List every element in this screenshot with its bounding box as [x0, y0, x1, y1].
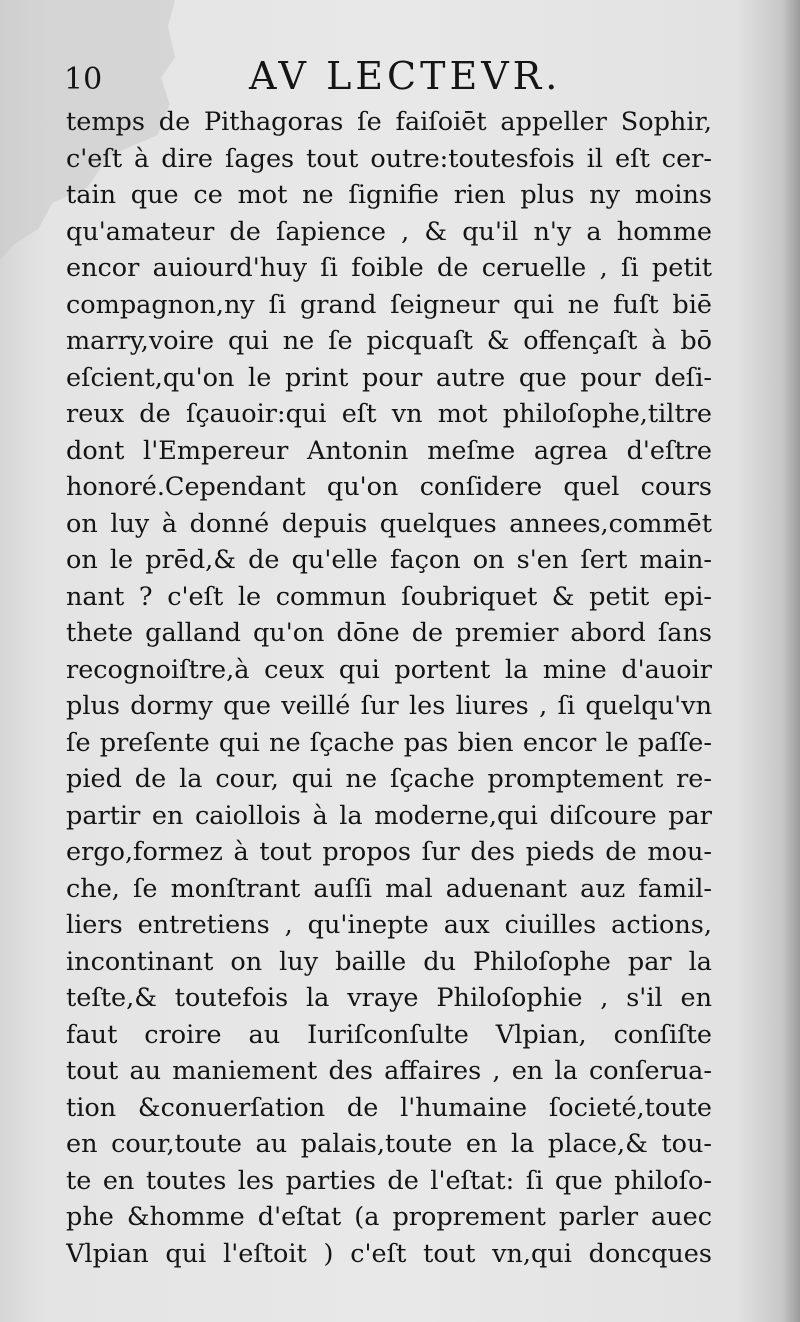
text-line: nant ? c'eſt le commun ſoubriquet & petit epi- — [66, 581, 712, 612]
text-line: eſcient,qu'on le print pour autre que pour deſi- — [66, 362, 712, 393]
text-line: honoré.Cependant qu'on conſidere quel cours — [66, 472, 712, 502]
text-line: che, ſe monſtrant auſſi mal aduenant auz famil- — [66, 873, 712, 904]
page-header — [64, 52, 724, 102]
text-line: liers entretiens , qu'inepte aux ciuilles actions, — [66, 910, 712, 940]
text-line: thete galland qu'on dōne de premier abord ſans — [66, 618, 712, 648]
text-line: dont l'Empereur Antonin meſme agrea d'eſtre — [66, 435, 712, 466]
gutter-shadow — [782, 0, 800, 1322]
text-line: faut croire au Iuriſconſulte Vlpian, conſiſte — [66, 1019, 712, 1050]
text-line: plus dormy que veillé ſur les liures , ſi quelqu'vn — [66, 691, 712, 721]
text-line: tion &conuerſation de l'humaine ſocieté,toute — [66, 1092, 712, 1123]
running-head: AV LECTEVR. — [249, 54, 562, 98]
text-line: reux de ſçauoir:qui eſt vn mot philoſophe,tiltre — [66, 399, 712, 429]
text-line: temps de Pithagoras ſe faiſoiēt appeller Sophir, — [66, 107, 712, 137]
text-line: qu'amateur de ſapience , & qu'il n'y a homme — [66, 216, 712, 247]
text-line: marry,voire qui ne ſe picquaſt & offençaſt à bō — [66, 326, 712, 356]
text-line: pied de la cour, qui ne ſçache promptement re- — [66, 764, 712, 794]
text-line: compagnon,ny ſi grand ſeigneur qui ne fuſt biē — [66, 289, 712, 320]
text-line: phe &homme d'eſtat (a proprement parler auec — [66, 1202, 712, 1232]
text-line: teſte,& toutefois la vraye Philoſophie , s'il en — [66, 983, 712, 1013]
text-line: on luy à donné depuis quelques annees,commēt — [66, 508, 712, 539]
text-line: recognoiſtre,à ceux qui portent la mine d'auoir — [66, 654, 712, 685]
text-line: Vlpian qui l'eſtoit ) c'eſt tout vn,qui doncques — [66, 1238, 712, 1269]
body-text — [66, 104, 712, 1272]
page-number: 10 — [64, 62, 103, 97]
text-line: c'eſt à dire ſages tout outre:toutesfois il eſt cer- — [66, 143, 712, 174]
text-line: incontinant on luy baille du Philoſophe par la — [66, 946, 712, 977]
text-line: tain que ce mot ne ſignifie rien plus ny moins — [66, 180, 712, 210]
text-line: on le prēd,& de qu'elle façon on s'en ſert main- — [66, 545, 712, 575]
text-line: tout au maniement des affaires , en la conſerua- — [66, 1056, 712, 1086]
text-line: ergo,formez à tout propos ſur des pieds de mou- — [66, 837, 712, 867]
text-line: partir en caiollois à la moderne,qui diſcoure par — [66, 800, 712, 831]
text-line: en cour,toute au palais,toute en la place,& tou- — [66, 1129, 712, 1159]
text-line: encor auiourd'huy ſi foible de ceruelle , ſi petit — [66, 253, 712, 283]
text-line: ſe preſente qui ne ſçache pas bien encor le paſſe- — [66, 727, 712, 758]
text-line: te en toutes les parties de l'eſtat: ſi que philoſo- — [66, 1165, 712, 1196]
